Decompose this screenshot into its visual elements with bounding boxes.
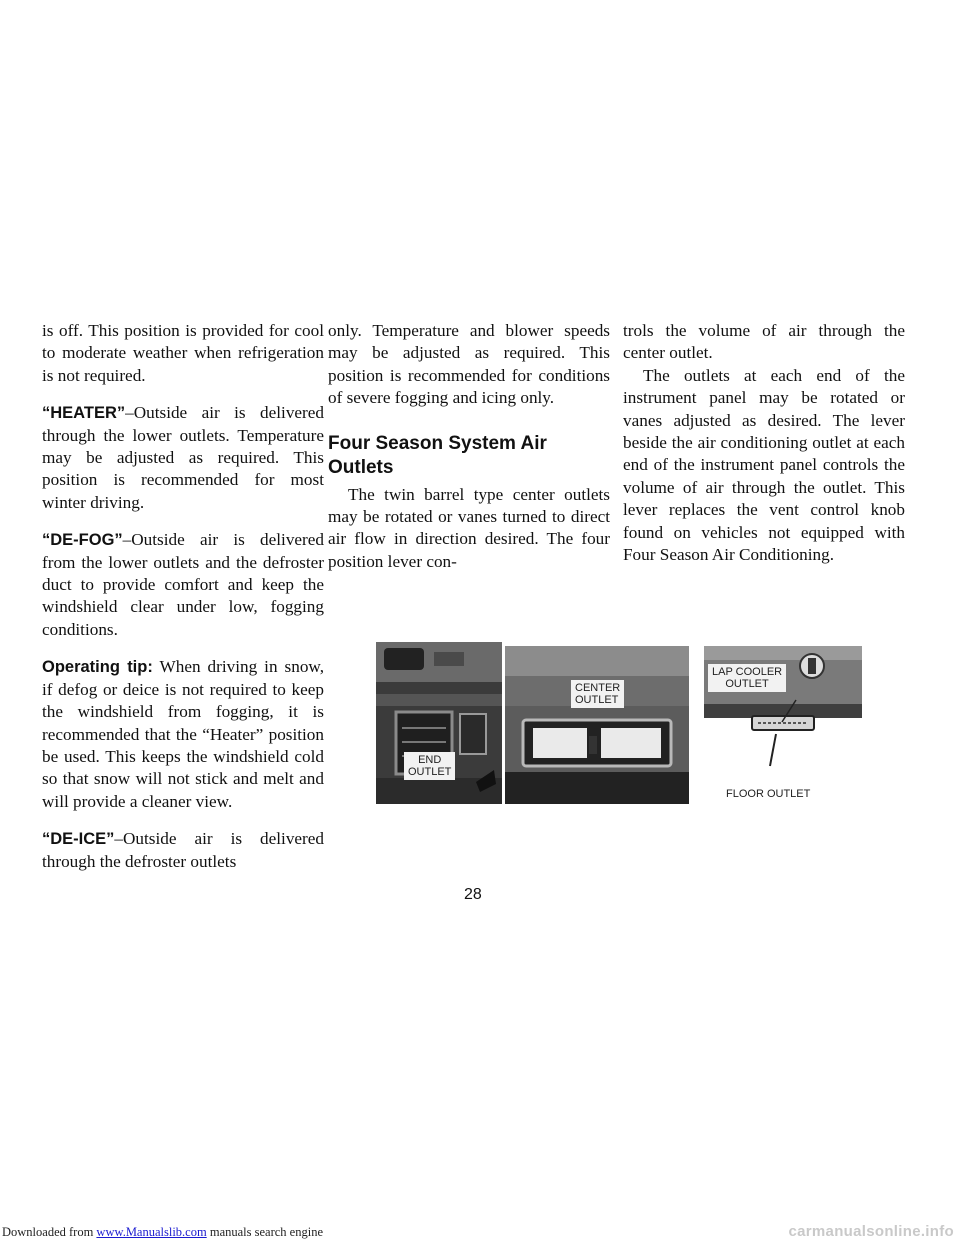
paragraph-continuation: is off. This position is provided for cool to moderate weather when refrigeration is not required. (42, 321, 324, 385)
paragraph-heater (42, 402, 324, 514)
footer-bar (0, 1222, 960, 1242)
watermark: carmanualsonline.info (788, 1223, 954, 1240)
paragraph-end-outlets: The outlets at each end of the instrument panel may be rotated or vanes adjusted as desired. The lever beside the air conditioning outlet at each end of the instrument panel controls the volume of air through the outlet. This lever replaces the vent control knob found on vehicles not equipped with Four Season Air Conditioning. (623, 365, 905, 565)
end-outlet-photo (376, 642, 502, 804)
center-outlet-label-line2: OUTLET (575, 694, 619, 706)
floor-outlet-label: FLOOR OUTLET (726, 788, 811, 800)
center-outlet-drawing (505, 646, 689, 804)
lap-cooler-photo (704, 642, 862, 772)
defog-text: –Outside air is delivered from the lower outlets and the defroster duct to provide comfort and keep the windshield clear under low, fogging conditions. (42, 530, 324, 639)
text-column-1 (42, 320, 324, 873)
lap-cooler-drawing (704, 642, 862, 772)
center-outlet-label-line1: CENTER (575, 682, 621, 694)
paragraph-center-outlets: The twin barrel type center outlets may be rotated or vanes turned to direct air flow in direction desired. The four position lever con- (328, 484, 610, 571)
paragraph-operating-tip (42, 656, 324, 813)
end-outlet-label-line2: OUTLET (408, 766, 452, 778)
center-outlet-label (571, 680, 624, 708)
text-column-3 (623, 320, 905, 566)
manualslib-link[interactable]: www.Manualslib.com (96, 1225, 207, 1239)
center-outlet-photo (505, 646, 689, 804)
footer-download-note (2, 1225, 323, 1240)
lap-cooler-label-line1: LAP COOLER (712, 666, 783, 678)
text-column-2 (328, 320, 610, 573)
page-number: 28 (464, 886, 482, 903)
paragraph-continuation-2: only. Temperature and blower speeds may be adjusted as required. This position is recommended for conditions of severe fogging and icing only. (328, 321, 610, 408)
end-outlet-label-line1: END (418, 754, 442, 766)
term-deice: “DE-ICE” (42, 830, 115, 849)
deice-text: –Outside air is delivered through the defroster outlets (42, 829, 324, 871)
paragraph-continuation-3: trols the volume of air through the center outlet. (623, 321, 905, 363)
footer-prefix: Downloaded from (2, 1225, 97, 1239)
end-outlet-label (404, 752, 455, 780)
footer-suffix: manuals search engine (206, 1225, 323, 1239)
paragraph-defog (42, 529, 324, 641)
term-defog: “DE-FOG” (42, 531, 123, 550)
section-heading: Four Season System Air Outlets (328, 432, 547, 478)
term-operating-tip: Operating tip: (42, 658, 153, 677)
term-heater: “HEATER” (42, 404, 126, 423)
paragraph-deice (42, 828, 324, 873)
lap-cooler-label (708, 664, 786, 692)
heater-text: –Outside air is delivered through the lower outlets. Temperature may be adjusted as required. This position is recommended for most winter driving. (42, 403, 324, 512)
operating-tip-text: When driving in snow, if defog or deice is not required to keep the windshield from fogging, it is recommended that the “Heater” position be used. This keeps the windshield cold so that snow will not stick and melt and will provide a cleaner view. (42, 657, 324, 811)
lap-cooler-label-line2: OUTLET (725, 678, 769, 690)
